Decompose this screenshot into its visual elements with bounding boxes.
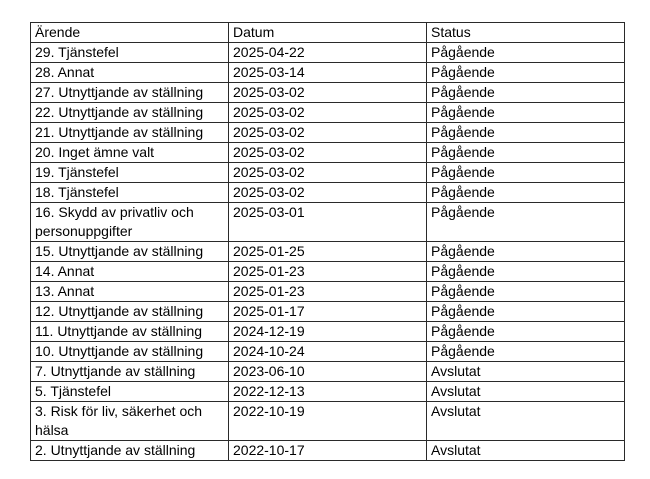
cell-datum: 2023-06-10 [229,362,427,382]
cell-status: Pågående [427,203,625,242]
cell-status: Avslutat [427,402,625,441]
cell-datum: 2022-10-19 [229,402,427,441]
table-row [31,382,625,402]
cell-status: Pågående [427,302,625,322]
header-status: Status [427,23,625,43]
table-row [31,43,625,63]
cell-datum: 2024-12-19 [229,322,427,342]
cell-datum: 2025-01-23 [229,282,427,302]
table-row [31,143,625,163]
cell-datum: 2022-10-17 [229,441,427,461]
cell-datum: 2024-10-24 [229,342,427,362]
cell-arende: 7. Utnyttjande av ställning [31,362,229,382]
cell-arende: 15. Utnyttjande av ställning [31,242,229,262]
cell-status: Pågående [427,183,625,203]
cell-arende: 12. Utnyttjande av ställning [31,302,229,322]
cell-arende: 18. Tjänstefel [31,183,229,203]
cell-datum: 2025-03-02 [229,163,427,183]
table-row [31,262,625,282]
cell-status: Pågående [427,282,625,302]
cell-status: Pågående [427,143,625,163]
cell-arende: 29. Tjänstefel [31,43,229,63]
cell-status: Pågående [427,163,625,183]
cell-datum: 2022-12-13 [229,382,427,402]
table-row [31,282,625,302]
cell-status: Pågående [427,342,625,362]
cell-arende: 22. Utnyttjande av ställning [31,103,229,123]
cell-arende: 10. Utnyttjande av ställning [31,342,229,362]
table-row [31,123,625,143]
header-datum: Datum [229,23,427,43]
table-row [31,402,625,441]
cell-status: Avslutat [427,382,625,402]
table-row [31,441,625,461]
cell-status: Pågående [427,43,625,63]
cell-arende: 19. Tjänstefel [31,163,229,183]
cell-status: Pågående [427,242,625,262]
table-body [31,43,625,461]
table-header [31,23,625,43]
cell-arende: 3. Risk för liv, säkerhet och hälsa [31,402,229,441]
cell-arende: 20. Inget ämne valt [31,143,229,163]
cell-arende: 5. Tjänstefel [31,382,229,402]
cell-status: Pågående [427,322,625,342]
cell-status: Pågående [427,103,625,123]
cell-status: Avslutat [427,362,625,382]
cell-datum: 2025-03-02 [229,183,427,203]
cases-table [30,22,625,461]
table-row [31,203,625,242]
table-row [31,242,625,262]
cell-status: Pågående [427,63,625,83]
cell-status: Pågående [427,262,625,282]
cell-status: Pågående [427,83,625,103]
cell-arende: 14. Annat [31,262,229,282]
cell-datum: 2025-03-14 [229,63,427,83]
cell-arende: 2. Utnyttjande av ställning [31,441,229,461]
table-row [31,302,625,322]
table-row [31,342,625,362]
cell-arende: 28. Annat [31,63,229,83]
table-row [31,63,625,83]
cell-arende: 21. Utnyttjande av ställning [31,123,229,143]
table-row [31,163,625,183]
cell-status: Pågående [427,123,625,143]
header-row [31,23,625,43]
cell-datum: 2025-04-22 [229,43,427,63]
cell-datum: 2025-01-23 [229,262,427,282]
cell-arende: 16. Skydd av privatliv och personuppgifter [31,203,229,242]
cell-status: Avslutat [427,441,625,461]
cell-datum: 2025-01-25 [229,242,427,262]
header-arende: Ärende [31,23,229,43]
cell-datum: 2025-03-02 [229,103,427,123]
cell-arende: 11. Utnyttjande av ställning [31,322,229,342]
cell-datum: 2025-01-17 [229,302,427,322]
table-row [31,183,625,203]
table-row [31,83,625,103]
cell-datum: 2025-03-02 [229,123,427,143]
cell-datum: 2025-03-02 [229,143,427,163]
cell-arende: 13. Annat [31,282,229,302]
cell-datum: 2025-03-02 [229,83,427,103]
cell-datum: 2025-03-01 [229,203,427,242]
table-row [31,362,625,382]
table-row [31,322,625,342]
table-row [31,103,625,123]
cell-arende: 27. Utnyttjande av ställning [31,83,229,103]
